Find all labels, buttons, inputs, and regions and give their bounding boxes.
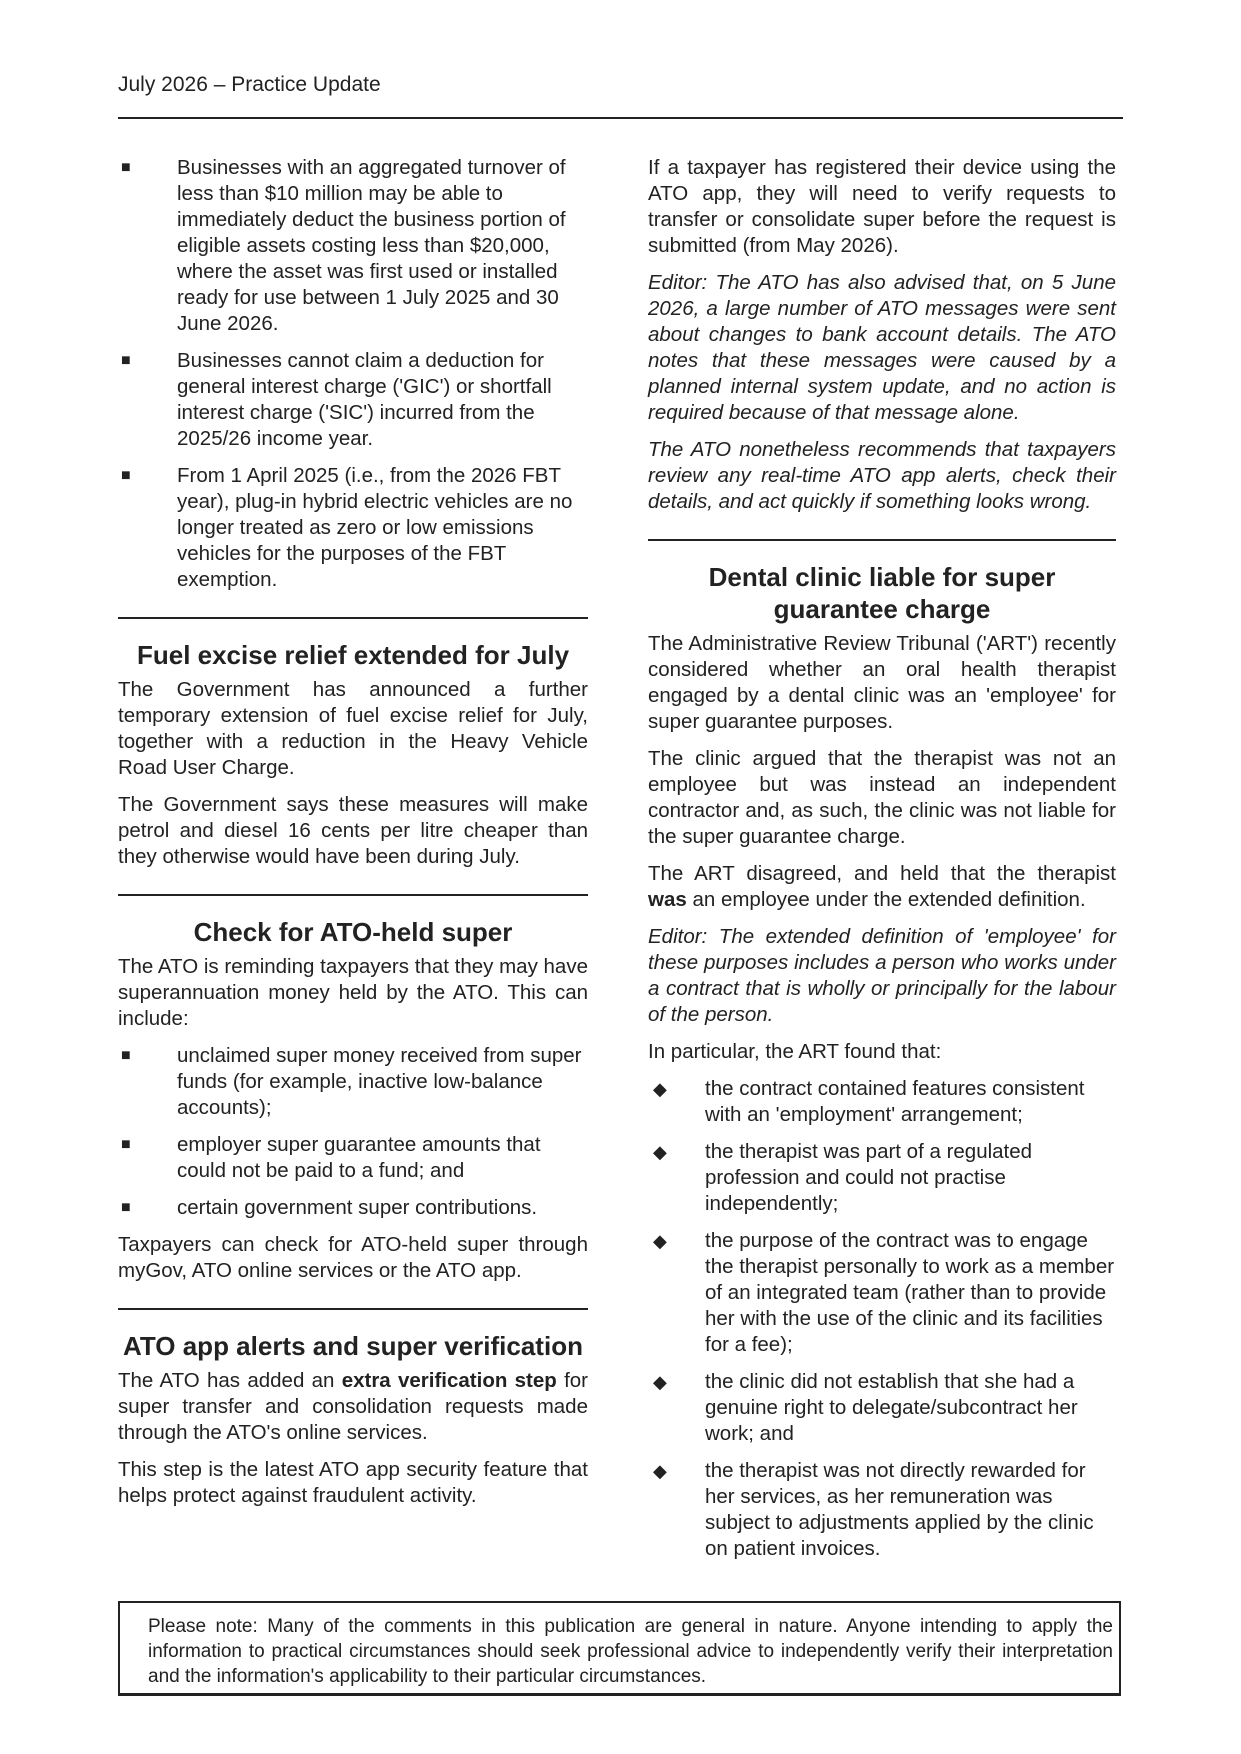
square-bullet-icon: ■ [121, 467, 131, 484]
section-divider [648, 539, 1116, 541]
header-divider [118, 117, 1123, 119]
square-bullet-icon: ■ [121, 352, 131, 369]
super-intro: The ATO is reminding taxpayers that they may have superannuation money held by the ATO. This can include: [118, 955, 588, 1030]
app-paragraph-1: The ATO has added an extra verification step for super transfer and consolidation requests made through the ATO's online services. [118, 1369, 588, 1444]
diamond-bullet-icon: ◆ [653, 1231, 667, 1251]
list-item: ■ From 1 April 2025 (i.e., from the 2026 FBT year), plug-in hybrid electric vehicles are no longer treated as zero or low emissions vehicles for the purposes of the FBT exemption. [121, 464, 573, 591]
editor-note-1: Editor: The ATO has also advised that, on 5 June 2026, a large number of ATO messages were sent about changes to bank account details. The ATO notes that these messages were caused by a planned internal system update, and no action is required because of that message alone. [648, 271, 1116, 424]
list-item: ◆ the purpose of the contract was to engage the therapist personally to work as a member of an integrated team (rather than to provide her with the use of the clinic and its facilities for a fee); [653, 1229, 1115, 1356]
fuel-section-title: Fuel excise relief extended for July [136, 640, 570, 670]
app-continued-paragraph: If a taxpayer has registered their device using the ATO app, they will need to verify requests to transfer or consolidate super before the request is submitted (from May 2026). [648, 156, 1116, 257]
square-bullet-icon: ■ [121, 1047, 131, 1064]
list-item: ■ certain government super contributions. [121, 1196, 538, 1219]
app-paragraph-2: This step is the latest ATO app security feature that helps protect against fraudulent activity. [118, 1458, 588, 1507]
diamond-bullet-icon: ◆ [653, 1372, 667, 1392]
disclaimer-box [118, 1601, 1121, 1696]
section-divider [118, 617, 588, 619]
list-item: ◆ the contract contained features consistent with an 'employment' arrangement; [653, 1077, 1085, 1126]
fuel-paragraph-2: The Government says these measures will make petrol and diesel 16 cents per litre cheaper than they otherwise would have been during July. [118, 793, 588, 868]
diamond-bullet-icon: ◆ [653, 1142, 667, 1162]
square-bullet-icon: ■ [121, 159, 131, 176]
list-item: ◆ the clinic did not establish that she had a genuine right to delegate/subcontract her work; and [653, 1370, 1078, 1445]
emphasis-text: was [648, 888, 687, 911]
right-column [648, 155, 1116, 1573]
dental-paragraph-2: The clinic argued that the therapist was not an employee but was instead an independent contractor and, as such, the clinic was not liable for the super guarantee charge. [648, 747, 1116, 848]
diamond-bullet-icon: ◆ [653, 1461, 667, 1481]
list-item: ◆ the therapist was not directly rewarded for her services, as her remuneration was subject to adjustments applied by the clinic on patient invoices. [653, 1459, 1094, 1560]
list-item: ■ Businesses with an aggregated turnover of less than $10 million may be able to immediately deduct the business portion of eligible assets costing less than $20,000, where the asset was first used or installed ready for use between 1 July 2025 and 30 June 2026. [121, 156, 566, 335]
dental-section-title: Dental clinic liable for super guarantee charge [708, 562, 1056, 624]
super-outro: Taxpayers can check for ATO-held super through myGov, ATO online services or the ATO app. [118, 1233, 588, 1282]
dental-paragraph-1: The Administrative Review Tribunal ('ART') recently considered whether an oral health therapist engaged by a dental clinic was an 'employee' for super guarantee purposes. [648, 632, 1116, 733]
list-item: ◆ the therapist was part of a regulated profession and could not practise independently; [653, 1140, 1033, 1215]
disclaimer-text: Please note: Many of the comments in this publication are general in nature. Anyone intending to apply the information to practical circumstances should seek professional advice to independently verify their interpretation and the information's applicability to their particular circumstances. [148, 1616, 1113, 1687]
app-section-title: ATO app alerts and super verification [123, 1331, 583, 1361]
emphasis-text: extra verification step [341, 1369, 557, 1392]
left-column [118, 155, 588, 1520]
dental-findings-lead: In particular, the ART found that: [648, 1040, 942, 1063]
super-section-title: Check for ATO-held super [193, 917, 513, 947]
editor-note-2: The ATO nonetheless recommends that taxpayers review any real-time ATO app alerts, check their details, and act quickly if something looks wrong. [648, 438, 1116, 513]
dental-editor-note: Editor: The extended definition of 'employee' for these purposes includes a person who works under a contract that is wholly or principally for the labour of the person. [648, 925, 1116, 1026]
section-divider [118, 894, 588, 896]
page-header: July 2026 – Practice Update [118, 73, 381, 96]
section-divider [118, 1308, 588, 1310]
list-item: ■ Businesses cannot claim a deduction for general interest charge ('GIC') or shortfall interest charge ('SIC') incurred from the 2025/26 income year. [121, 349, 552, 450]
findings-list [648, 1076, 1116, 1562]
fuel-paragraph-1: The Government has announced a further temporary extension of fuel excise relief for July, together with a reduction in the Heavy Vehicle Road User Charge. [118, 678, 588, 779]
list-item: ■ unclaimed super money received from super funds (for example, inactive low-balance accounts); [121, 1044, 582, 1119]
list-item: ■ employer super guarantee amounts that could not be paid to a fund; and [121, 1133, 541, 1182]
square-bullet-icon: ■ [121, 1199, 131, 1216]
super-bullet-list [118, 1043, 588, 1221]
dental-paragraph-3: The ART disagreed, and held that the therapist was an employee under the extended definition. [648, 862, 1116, 911]
intro-bullet-list [118, 155, 588, 593]
diamond-bullet-icon: ◆ [653, 1079, 667, 1099]
square-bullet-icon: ■ [121, 1136, 131, 1153]
